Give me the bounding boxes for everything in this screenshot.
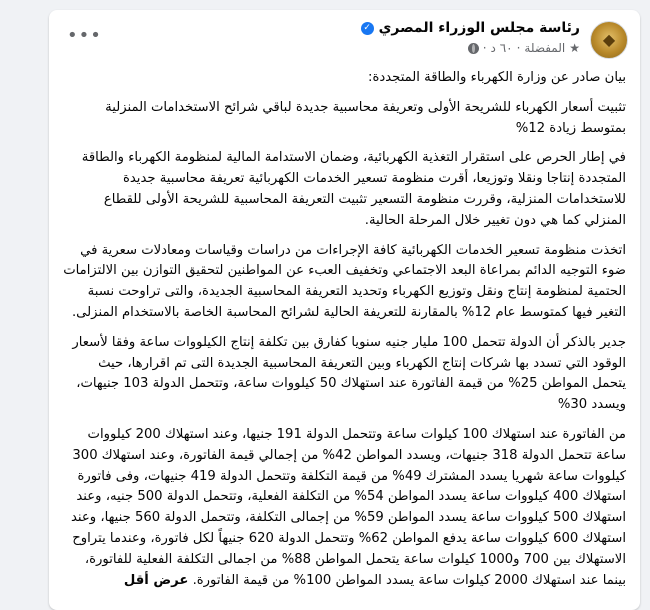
post-paragraph: جدير بالذكر أن الدولة تتحمل 100 مليار جنيه سنويا كفارق بين تكلفة إنتاج الكيلووات ساعة وفقا لأسعار الوقود التي تسدد بها شركات إنتاج الكهرباء وبين التعريفة المحاسبية الجديدة التى تم اقرارها، حيث يتحمل المواطن 25% من قيمة الفاتورة عند استهلاك 50 كيلووات ساعة، وتتحمل الدولة 103 جنيهات، ويسدد 30%: [72, 334, 626, 413]
post-paragraph-last: [63, 425, 626, 591]
verified-badge-icon: ✓: [361, 22, 374, 35]
globe-icon[interactable]: [468, 43, 479, 54]
post-paragraph-text: من الفاتورة عند استهلاك 100 كيلوات ساعة وتتحمل الدولة 191 جنيها، وعند استهلاك 200 كيلووات ساعة تتحمل الدولة 318 جنيهات، ويسدد المواطن 42% من إجمالي قيمة الفاتورة، وعند استهلاك 300 كيلووات ساعة شهريا يسدد المشترك 49% من قيمة التكلفة وتتحمل الدولة 419 جنيهات، وفى فاتورة استهلاك 400 كيلووات ساعة يسدد المواطن 54% من التكلفة الفعلية، وتتحمل الدولة 500 جنيه، وعند استهلاك 500 كيلووات ساعة يسدد المواطن 59% من إجمالى التكلفة، وتتحمل الدولة 560 جنيها، وعند استهلاك 600 كيلووات ساعة يدفع المواطن 62% وتتحمل الدولة 620 جنيهاً لكل فاتورة، وعندما يتراوح الاستهلاك بين 700 و1000 كيلوات ساعة يتحمل المواطن 88% من اجمالى التكلفة الفعلية للفاتورة، بينما عند استهلاك 2000 كيلوات ساعة يسدد المواطن 100% من قيمة الفاتورة.: [71, 426, 626, 588]
facebook-post: [49, 10, 640, 610]
post-meta: [468, 41, 580, 55]
meta-separator: ·: [516, 41, 521, 55]
post-body: [63, 68, 626, 600]
see-less-link[interactable]: عرض أقل: [123, 572, 189, 588]
post-paragraph: في إطار الحرص على استقرار التغذية الكهربائية، وضمان الاستدامة المالية لمنظومة الكهرباء والطاقة المتجددة إنتاجا ونقلا وتوزيعا، أقرت منظومة تسعير الخدمات الكهربائية تعريفة محاسبية جديدة للاستخدامات المنزلية، وقررت منظومة التسعير تثبيت التعريفة المحاسبية للشريحة الأولى للقطاع المنزلي كما هي دون تغيير خلال المرحلة الحالية.: [81, 150, 626, 228]
post-paragraph: تثبيت أسعار الكهرباء للشريحة الأولى وتعريفة محاسبية جديدة لباقي شرائح الاستخدامات المنزلية بمتوسط زيادة 12%: [105, 99, 626, 136]
more-options-icon[interactable]: •••: [67, 25, 102, 46]
favorites-label[interactable]: المفضلة: [524, 41, 566, 55]
eagle-logo-icon: ◆: [602, 30, 616, 49]
post-header: [49, 10, 640, 66]
post-paragraph: اتخذت منظومة تسعير الخدمات الكهربائية كافة الإجراءات من دراسات وقياسات ومعادلات سعرية في ضوء التوجيه الدائم بمراعاة البعد الاجتماعي وتخفيف العبء عن المواطنين لتحقيق التوازن بين الالتزامات الحتمية لمنظومة إنتاج ونقل وتوزيع الكهرباء وتحديد التعريفة المحاسبية الجديدة، والتى تراوحت نسبة التغير فيها كمتوسط عام 12% بالمقارنة للتعريفة الحالية لشرائح المحاسبة الخاصة بالاستخدام المنزلى.: [63, 242, 626, 320]
page-name[interactable]: رئاسة مجلس الوزراء المصري: [378, 20, 580, 36]
page-name-row: [361, 20, 580, 36]
page-avatar[interactable]: [590, 21, 628, 59]
star-icon: ★: [569, 41, 580, 55]
post-paragraph: بيان صادر عن وزارة الكهرباء والطاقة المتجددة:: [368, 70, 626, 85]
post-time[interactable]: ٦٠ د: [490, 41, 513, 55]
meta-separator-2: ·: [482, 41, 487, 55]
